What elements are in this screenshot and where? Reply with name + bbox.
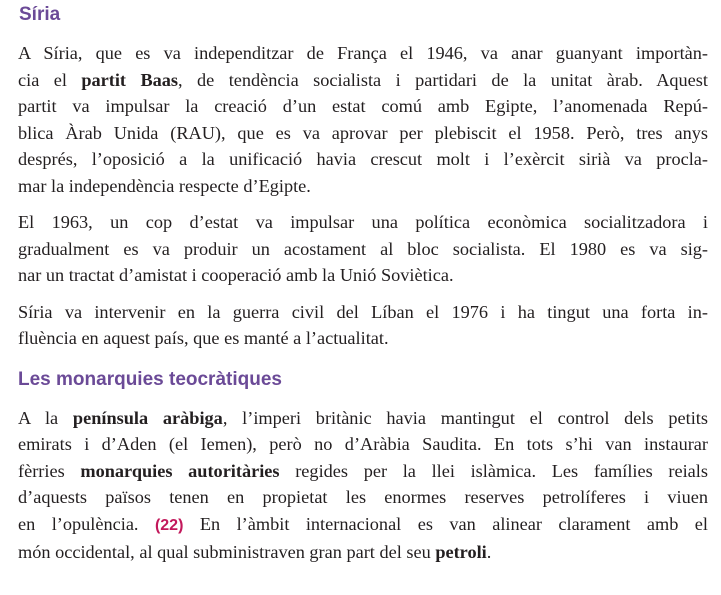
text-line — [18, 67, 708, 94]
bold-term-partit-baas: partit Baas — [81, 69, 179, 90]
paragraph-siria-3 — [18, 299, 708, 352]
paragraph-monarquies-1 — [18, 405, 708, 566]
text-line: Síria va intervenir en la guerra civil del Líban el 1976 i ha tingut una forta in- — [18, 301, 708, 322]
text-span: A la — [18, 407, 73, 428]
text-line: gradualment es va produir un acostament al bloc socialista. El 1980 es va sig- — [18, 238, 708, 259]
text-line: d’aquests països tenen en propietat les enormes reserves petrolíferes i viuen — [18, 487, 708, 507]
text-span: . — [486, 542, 492, 562]
text-span: En l’àmbit internacional es van alinear clarament amb el — [183, 513, 709, 534]
bold-term-peninsula-arabiga: península aràbiga — [72, 407, 223, 428]
text-line: A Síria, que es va independitzar de França el 1946, va anar guanyant importàn- — [18, 43, 708, 63]
text-span: fèrries — [18, 460, 81, 481]
text-line: emirats i d’Aden (el Iemen), però no d’Aràbia Saudita. En tots s’hi van instaurar — [18, 434, 708, 454]
figure-reference-link[interactable]: (22) — [154, 516, 184, 534]
text-span: regides per la llei islàmica. Les famílies reials — [279, 460, 708, 481]
paragraph-siria-2 — [18, 209, 708, 289]
text-span: món occidental, al qual subministraven gran part del seu — [18, 542, 436, 562]
text-line — [18, 458, 708, 485]
paragraph-siria-1 — [18, 40, 708, 199]
text-span: , de tendència socialista i partidari de la unitat àrab. Aquest — [178, 69, 708, 90]
text-line: El 1963, un cop d’estat va impulsar una política econòmica socialitzadora i — [18, 212, 708, 232]
text-line — [18, 539, 708, 566]
text-span: , l’imperi britànic havia mantingut el control dels petits — [222, 407, 708, 428]
bold-term-monarquies-autoritaries: monarquies autoritàries — [80, 460, 280, 481]
text-line: mar la independència respecte d’Egipte. — [18, 175, 311, 196]
text-line: després, l’oposició a la unificació havia crescut molt i l’exèrcit sirià va procla- — [18, 149, 708, 169]
text-line: partit va impulsar la creació d’un estat comú amb Egipte, l’anomenada Repú- — [18, 96, 708, 116]
text-line — [18, 405, 708, 432]
text-line: blica Àrab Unida (RAU), que es va aprovar per plebiscit el 1958. Però, tres anys — [18, 122, 708, 143]
section-heading-siria: Síria — [19, 4, 61, 25]
text-span: en l’opulència. — [18, 513, 155, 534]
text-line: fluència en aquest país, que es manté a l’actualitat. — [18, 328, 389, 348]
text-span: cia el — [18, 69, 82, 90]
text-line: nar un tractat d’amistat i cooperació amb la Unió Soviètica. — [18, 265, 454, 285]
section-heading-monarquies: Les monarquies teocràtiques — [18, 368, 282, 390]
text-line — [18, 511, 708, 540]
bold-term-petroli: petroli — [435, 542, 487, 562]
document-page — [18, 0, 708, 576]
